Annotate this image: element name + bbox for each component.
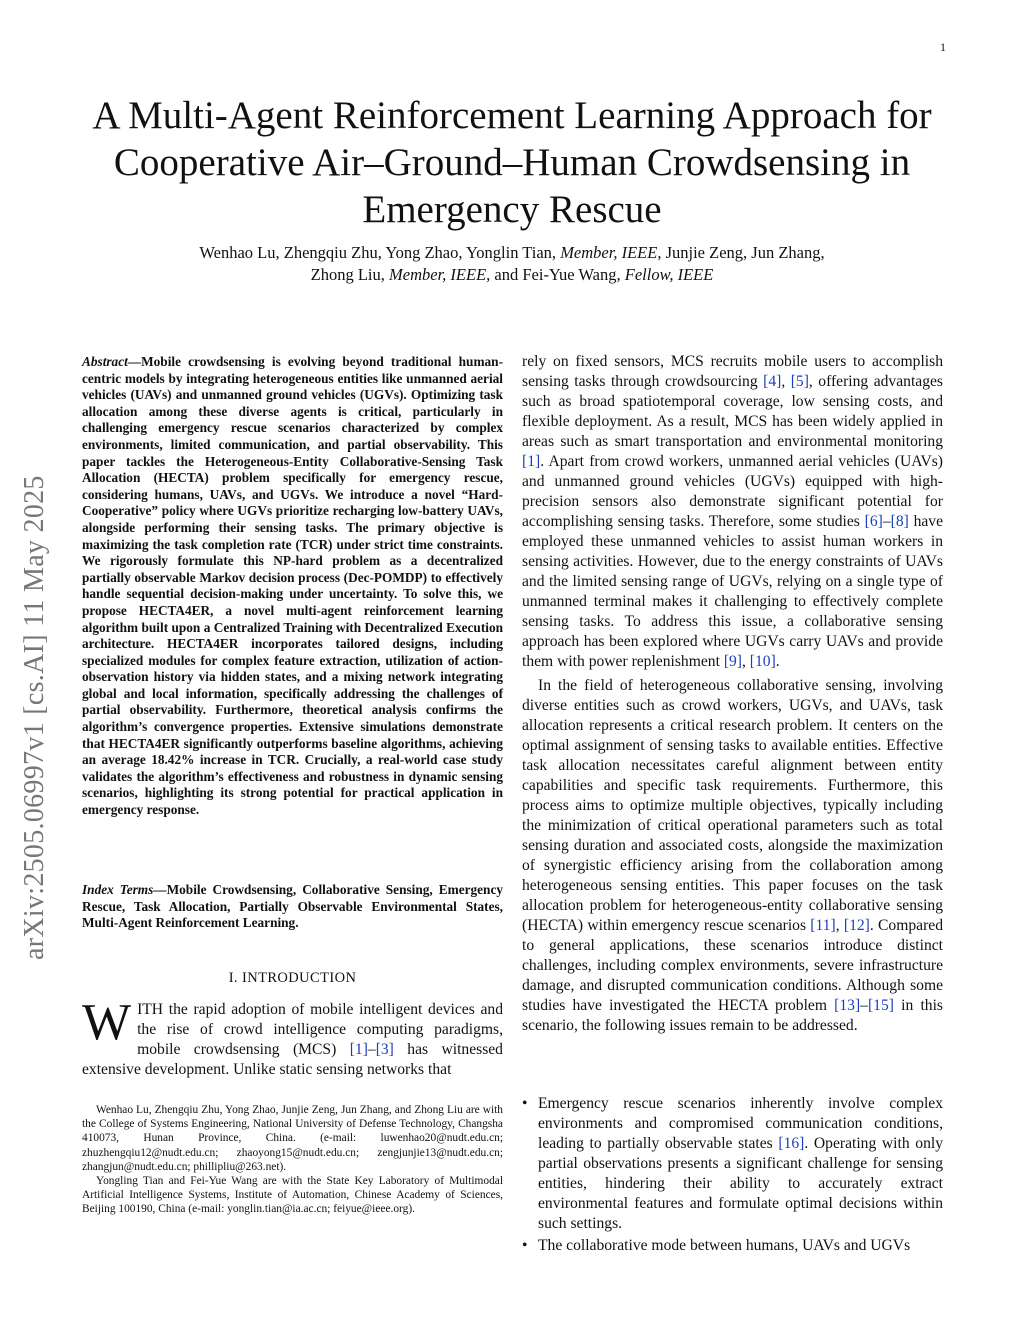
intro-p2-text-c: . Apart from crowd workers, unmanned aerial vehicles (UAVs) and unmanned ground vehicles (UGVs) equipped with high-precision sensors also demonstrate significant potential for accomplishing sensing tasks. Therefore, some studies: [522, 453, 943, 530]
abstract-label: Abstract—: [82, 354, 142, 369]
citation-dash: –: [367, 1041, 376, 1058]
list-item: [522, 1236, 943, 1256]
footnote-affiliation-1: Wenhao Lu, Zhengqiu Zhu, Yong Zhao, Junjie Zeng, Jun Zhang, and Zhong Liu are with the College of Systems Engineering, National University of Defense Technology, Changsha 410073, Hunan Province, China. (e-mail: luwenhao20@nudt.edu.cn; zhuzhengqiu12@nudt.edu.cn; zhaoyong15@nudt.edu.cn; zengjunjie13@nudt.edu.cn; zhangjun@nudt.edu.cn; phillipliu@263.net).: [82, 1104, 503, 1173]
intro-p2-text-d: have employed these unmanned vehicles to assist human workers in sensing activities. However, due to the energy constraints of UAVs and the limited sensing range of UGVs, relying on a single type of unmanned terminal makes it challenging to effectively complete sensing tasks. To address this issue, a collaborative sensing approach has been explored where UGVs carry UAVs and provide them with power replenishment: [522, 513, 943, 670]
intro-paragraph-1: [82, 994, 503, 1080]
citation-link[interactable]: [1]: [349, 1041, 368, 1058]
author-names-3: Zhong Liu,: [310, 265, 385, 284]
intro-paragraph-2: [522, 352, 943, 672]
citation-link[interactable]: [12]: [843, 917, 870, 934]
bullet-1-text-b: . Operating with only partial observations presents a significant challenge for sensing entities, hindering their ability to accurately extract environmental features and formulate optimal decisions within such settings.: [538, 1135, 943, 1232]
abstract: [82, 354, 503, 819]
list-item: [522, 1094, 943, 1234]
citation-sep: ,: [835, 917, 844, 934]
intro-p1-text-a: ITH the rapid adoption of mobile intelligent devices and the rise of crowd intelligence computing paradigms, mobile crowdsensing (MCS): [137, 1001, 503, 1058]
citation-link[interactable]: [6]: [864, 513, 883, 530]
citation-link[interactable]: [1]: [522, 453, 541, 470]
citation-link[interactable]: [16]: [778, 1135, 805, 1152]
footnotes: [82, 1103, 503, 1217]
footnote-affiliation-2: Yongling Tian and Fei-Yue Wang are with the State Key Laboratory of Multimodal Artificial Intelligence Systems, Institute of Automation, Chinese Academy of Sciences, Beijing 100190, China (e-mail: yonglin.tian@ia.ac.cn; feiyue@ieee.org).: [82, 1175, 503, 1216]
author-names-4: and Fei-Yue Wang,: [494, 265, 621, 284]
bullet-2-text: The collaborative mode between humans, UAVs and UGVs: [538, 1237, 911, 1254]
citation-sep: ,: [781, 373, 791, 390]
bullet-1-text-a: Emergency rescue scenarios inherently involve complex environments and compromised communication conditions, leading to partially observable states: [538, 1095, 943, 1152]
author-names-1: Wenhao Lu, Zhengqiu Zhu, Yong Zhao, Yonglin Tian,: [199, 243, 557, 262]
arxiv-stamp[interactable]: arXiv:2505.06997v1 [cs.AI] 11 May 2025: [19, 475, 50, 960]
citation-link[interactable]: [11]: [810, 917, 836, 934]
citation-link[interactable]: [5]: [790, 373, 809, 390]
intro-paragraph-3: [522, 676, 943, 1036]
page-number: 1: [940, 40, 946, 54]
intro-p3-text-c: in this scenario, the following issues remain to be addressed.: [522, 997, 943, 1034]
author-line-2: [60, 264, 964, 286]
author-role-1: Member, IEEE,: [560, 243, 662, 262]
author-line-1: [60, 242, 964, 264]
index-terms: [82, 882, 503, 932]
index-terms-label: Index Terms—: [82, 882, 167, 897]
intro-p1-text-b: has witnessed extensive development. Unlike static sensing networks that: [82, 1041, 503, 1078]
intro-p2-text-e: .: [775, 653, 780, 670]
citation-dash: –: [860, 997, 868, 1014]
author-names-2: Junjie Zeng, Jun Zhang,: [665, 243, 825, 262]
author-role-3: Fellow, IEEE: [624, 265, 714, 284]
intro-p3-text-a: In the field of heterogeneous collaborative sensing, involving diverse entities such as crowd workers, UGVs, and UAVs, task allocation represents a critical research problem. It centers on the optimal assignment of sensing tasks to available entities. Effective task allocation necessitates careful alignment between entity capabilities and specific task requirements. Furthermore, this process aims to optimize multiple objectives, typically including the minimization of critical operational parameters such as total sensing duration and associated costs, alongside the maximization of synergistic efficiency arising from the collaboration among heterogeneous sensing entities. This paper focuses on the task allocation problem for heterogeneous-entity collaborative sensing (HECTA) within emergency rescue scenarios: [522, 677, 943, 934]
citation-link[interactable]: [9]: [723, 653, 742, 670]
citation-link[interactable]: [13]: [834, 997, 861, 1014]
right-column: [522, 352, 943, 1036]
paper-title: A Multi-Agent Reinforcement Learning Approach for Cooperative Air–Ground–Human Crowdsensing in Emergency Rescue: [92, 94, 932, 231]
citation-dash: –: [882, 513, 891, 530]
citation-sep: ,: [742, 653, 750, 670]
citation-link[interactable]: [10]: [749, 653, 776, 670]
citation-link[interactable]: [8]: [890, 513, 909, 530]
citation-link[interactable]: [15]: [867, 997, 894, 1014]
index-terms-text: Mobile Crowdsensing, Collaborative Sensing, Emergency Rescue, Task Allocation, Partially Observable Environmental States, Multi-Agent Reinforcement Learning.: [82, 882, 503, 931]
drop-cap: W: [82, 994, 132, 1051]
author-role-2: Member, IEEE,: [389, 265, 491, 284]
citation-link[interactable]: [3]: [375, 1041, 394, 1058]
citation-link[interactable]: [4]: [763, 373, 782, 390]
abstract-text: Mobile crowdsensing is evolving beyond traditional human-centric models by integrating heterogeneous entities like unmanned aerial vehicles (UAVs) and unmanned ground vehicles (UGVs). Optimizing task allocation among these diverse agents is critical, particularly in challenging emergency rescue scenarios characterized by complex environments, limited communication, and partial observability. This paper tackles the Heterogeneous-Entity Collaborative-Sensing Task Allocation (HECTA) problem specifically for emergency rescue, considering humans, UAVs, and UGVs. We introduce a novel “Hard-Cooperative” policy where UGVs prioritize recharging low-battery UAVs, alongside performing their sensing tasks. The primary objective is maximizing the task completion rate (TCR) under strict time constraints. We rigorously formulate this NP-hard problem as a decentralized partially observable Markov decision process (Dec-POMDP) to effectively handle sequential decision-making under uncertainty. To solve this, we propose HECTA4ER, a novel multi-agent reinforcement learning algorithm built upon a Centralized Training with Decentralized Execution architecture. HECTA4ER incorporates tailored designs, including specialized modules for complex feature extraction, utilization of action-observation history via hidden states, and a mixing network integrating global and local information, specifically addressing the challenges of partial observability. Furthermore, theoretical analysis confirms the algorithm’s convergence properties. Extensive simulations demonstrate that HECTA4ER significantly outperforms baseline algorithms, achieving an average 18.42% increase in TCR. Crucially, a real-world case study validates the algorithm’s effectiveness and robustness in dynamic sensing scenarios, highlighting its strong potential for practical application in emergency response.: [82, 354, 503, 818]
intro-p2-text-a: rely on fixed sensors, MCS recruits mobile users to accomplish sensing tasks through crowdsourcing: [522, 353, 943, 390]
intro-p3-text-b: . Compared to general applications, these scenarios introduce distinct challenges, including complex environments, severe infrastructure damage, and disrupted communication conditions. Although some studies have investigated the HECTA problem: [522, 917, 943, 1014]
intro-p2-text-b: , offering advantages such as broad spatiotemporal coverage, low sensing costs, and flexible deployment. As a result, MCS has been widely applied in areas such as smart transportation and environmental monitoring: [522, 373, 943, 450]
issue-list: [522, 1094, 943, 1258]
author-list: [60, 242, 964, 286]
section-heading-introduction: I. INTRODUCTION: [228, 970, 357, 986]
